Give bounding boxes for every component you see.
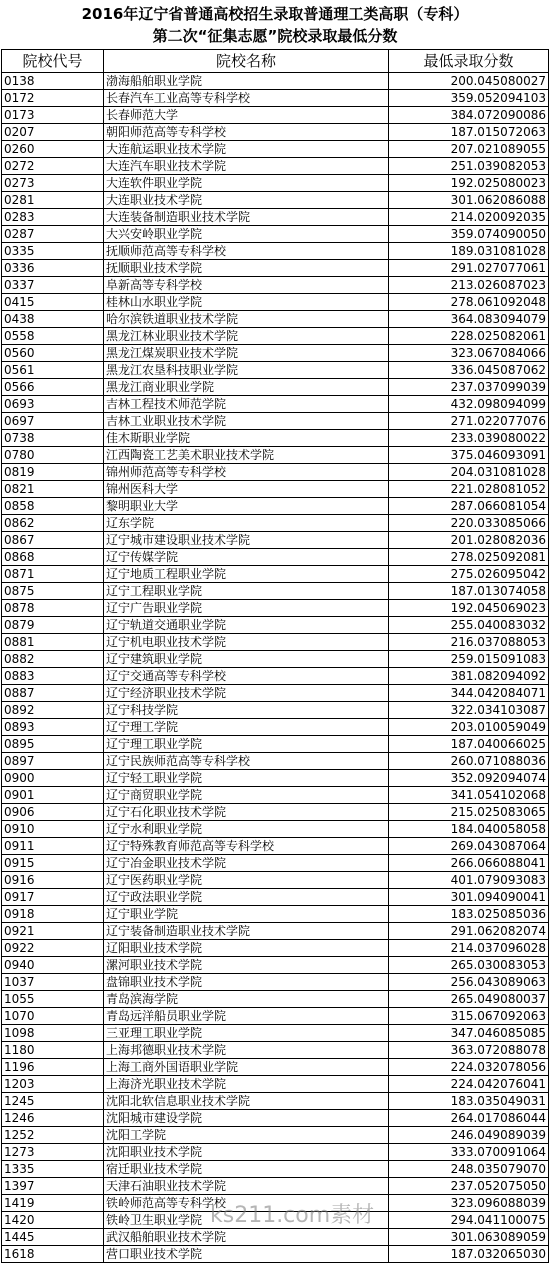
school-name-cell: 吉林工程技术师范学院	[104, 396, 389, 413]
school-code-cell: 0172	[2, 90, 104, 107]
min-score-cell: 323.096088039	[389, 1195, 549, 1212]
min-score-cell: 187.040066025	[389, 736, 549, 753]
min-score-cell: 294.041100075	[389, 1212, 549, 1229]
school-code-cell: 0819	[2, 464, 104, 481]
min-score-cell: 359.052094103	[389, 90, 549, 107]
school-code-cell: 0868	[2, 549, 104, 566]
table-row	[2, 1144, 549, 1161]
min-score-cell: 214.020092035	[389, 209, 549, 226]
table-row	[2, 838, 549, 855]
school-code-cell: 0915	[2, 855, 104, 872]
table-row	[2, 345, 549, 362]
school-name-cell: 辽宁理工职业学院	[104, 736, 389, 753]
min-score-cell: 432.098094099	[389, 396, 549, 413]
school-code-cell: 1037	[2, 974, 104, 991]
school-code-cell: 1445	[2, 1229, 104, 1246]
table-row	[2, 1246, 549, 1263]
school-code-cell: 0558	[2, 328, 104, 345]
table-header-row	[2, 50, 549, 73]
header-school-code: 院校代号	[2, 50, 104, 73]
school-name-cell: 江西陶瓷工艺美术职业技术学院	[104, 447, 389, 464]
school-code-cell: 0173	[2, 107, 104, 124]
min-score-cell: 187.013074058	[389, 583, 549, 600]
school-name-cell: 桂林山水职业学院	[104, 294, 389, 311]
school-name-cell: 辽宁经济职业技术学院	[104, 685, 389, 702]
school-code-cell: 0697	[2, 413, 104, 430]
school-code-cell: 0893	[2, 719, 104, 736]
min-score-cell: 265.049080037	[389, 991, 549, 1008]
school-code-cell: 1180	[2, 1042, 104, 1059]
min-score-cell: 214.037096028	[389, 940, 549, 957]
table-row	[2, 1110, 549, 1127]
min-score-cell: 248.035079070	[389, 1161, 549, 1178]
min-score-cell: 291.027077061	[389, 260, 549, 277]
min-score-cell: 224.032078056	[389, 1059, 549, 1076]
school-name-cell: 黑龙江商业职业学院	[104, 379, 389, 396]
school-code-cell: 0335	[2, 243, 104, 260]
school-code-cell: 0858	[2, 498, 104, 515]
school-name-cell: 宿迁职业技术学院	[104, 1161, 389, 1178]
table-row	[2, 566, 549, 583]
table-row	[2, 1059, 549, 1076]
min-score-cell: 363.072088078	[389, 1042, 549, 1059]
school-code-cell: 0921	[2, 923, 104, 940]
table-row	[2, 1093, 549, 1110]
school-code-cell: 0336	[2, 260, 104, 277]
table-row	[2, 158, 549, 175]
min-score-cell: 237.052075050	[389, 1178, 549, 1195]
min-score-cell: 301.063089059	[389, 1229, 549, 1246]
school-code-cell: 0560	[2, 345, 104, 362]
school-code-cell: 0875	[2, 583, 104, 600]
table-row	[2, 328, 549, 345]
table-row	[2, 294, 549, 311]
school-code-cell: 1419	[2, 1195, 104, 1212]
min-score-cell: 352.092094074	[389, 770, 549, 787]
school-name-cell: 辽宁水利职业学院	[104, 821, 389, 838]
school-code-cell: 0281	[2, 192, 104, 209]
table-row	[2, 277, 549, 294]
min-score-cell: 336.045087062	[389, 362, 549, 379]
table-row	[2, 1042, 549, 1059]
school-name-cell: 上海工商外国语职业学院	[104, 1059, 389, 1076]
table-row	[2, 753, 549, 770]
min-score-cell: 278.061092048	[389, 294, 549, 311]
table-row	[2, 770, 549, 787]
table-row	[2, 617, 549, 634]
table-row	[2, 226, 549, 243]
table-row	[2, 515, 549, 532]
table-row	[2, 498, 549, 515]
min-score-cell: 221.028081052	[389, 481, 549, 498]
table-row	[2, 379, 549, 396]
table-row	[2, 209, 549, 226]
table-row	[2, 940, 549, 957]
school-code-cell: 1070	[2, 1008, 104, 1025]
school-code-cell: 0693	[2, 396, 104, 413]
school-name-cell: 三亚理工职业学院	[104, 1025, 389, 1042]
min-score-cell: 301.062086088	[389, 192, 549, 209]
school-name-cell: 辽东学院	[104, 515, 389, 532]
school-code-cell: 1246	[2, 1110, 104, 1127]
school-name-cell: 黑龙江林业职业技术学院	[104, 328, 389, 345]
school-name-cell: 辽宁职业学院	[104, 906, 389, 923]
table-row	[2, 991, 549, 1008]
school-code-cell: 0878	[2, 600, 104, 617]
school-name-cell: 抚顺职业技术学院	[104, 260, 389, 277]
min-score-cell: 256.043089063	[389, 974, 549, 991]
school-code-cell: 0738	[2, 430, 104, 447]
min-score-cell: 192.025080023	[389, 175, 549, 192]
table-row	[2, 702, 549, 719]
school-name-cell: 辽宁地质工程职业学院	[104, 566, 389, 583]
school-code-cell: 1203	[2, 1076, 104, 1093]
page-title: 2016年辽宁省普通高校招生录取普通理工类高职（专科）	[81, 5, 469, 23]
school-name-cell: 沈阳职业技术学院	[104, 1144, 389, 1161]
school-name-cell: 辽宁轨道交通职业学院	[104, 617, 389, 634]
min-score-cell: 255.040083032	[389, 617, 549, 634]
watermark-text: ks211.com素材	[210, 1203, 375, 1228]
table-row	[2, 634, 549, 651]
school-name-cell: 辽宁政法职业学院	[104, 889, 389, 906]
min-score-cell: 266.066088041	[389, 855, 549, 872]
school-code-cell: 0882	[2, 651, 104, 668]
school-code-cell: 0438	[2, 311, 104, 328]
school-name-cell: 武汉船舶职业技术学院	[104, 1229, 389, 1246]
table-row	[2, 719, 549, 736]
school-name-cell: 辽宁城市建设职业技术学院	[104, 532, 389, 549]
school-name-cell: 上海邦德职业技术学院	[104, 1042, 389, 1059]
table-row	[2, 90, 549, 107]
school-code-cell: 0337	[2, 277, 104, 294]
school-name-cell: 黎明职业大学	[104, 498, 389, 515]
table-row	[2, 906, 549, 923]
school-code-cell: 0138	[2, 73, 104, 90]
min-score-cell: 215.025083065	[389, 804, 549, 821]
min-score-cell: 333.070091064	[389, 1144, 549, 1161]
school-name-cell: 辽宁科技学院	[104, 702, 389, 719]
table-row	[2, 481, 549, 498]
school-name-cell: 天津石油职业技术学院	[104, 1178, 389, 1195]
table-row	[2, 1161, 549, 1178]
table-row	[2, 804, 549, 821]
school-name-cell: 铁岭师范高等专科学校	[104, 1195, 389, 1212]
school-name-cell: 抚顺师范高等专科学校	[104, 243, 389, 260]
school-name-cell: 阜新高等专科学校	[104, 277, 389, 294]
table-row	[2, 124, 549, 141]
school-name-cell: 辽宁交通高等专科学校	[104, 668, 389, 685]
school-code-cell: 0895	[2, 736, 104, 753]
min-score-cell: 269.043087064	[389, 838, 549, 855]
school-name-cell: 辽宁建筑职业学院	[104, 651, 389, 668]
table-row	[2, 583, 549, 600]
school-code-cell: 1335	[2, 1161, 104, 1178]
school-name-cell: 辽宁民族师范高等专科学校	[104, 753, 389, 770]
min-score-cell: 344.042084071	[389, 685, 549, 702]
school-code-cell: 0272	[2, 158, 104, 175]
school-name-cell: 青岛滨海学院	[104, 991, 389, 1008]
school-code-cell: 0821	[2, 481, 104, 498]
min-score-cell: 216.037088053	[389, 634, 549, 651]
min-score-cell: 189.031081028	[389, 243, 549, 260]
table-row	[2, 413, 549, 430]
school-code-cell: 1618	[2, 1246, 104, 1263]
school-code-cell: 0780	[2, 447, 104, 464]
min-score-cell: 260.071088036	[389, 753, 549, 770]
table-row	[2, 855, 549, 872]
school-name-cell: 辽宁传媒学院	[104, 549, 389, 566]
min-score-cell: 192.045069023	[389, 600, 549, 617]
min-score-cell: 204.031081028	[389, 464, 549, 481]
school-code-cell: 0887	[2, 685, 104, 702]
school-code-cell: 0911	[2, 838, 104, 855]
table-row	[2, 787, 549, 804]
school-name-cell: 辽宁冶金职业技术学院	[104, 855, 389, 872]
min-score-cell: 200.045080027	[389, 73, 549, 90]
table-row	[2, 532, 549, 549]
school-code-cell: 0881	[2, 634, 104, 651]
school-name-cell: 辽宁商贸职业学院	[104, 787, 389, 804]
min-score-cell: 301.094090041	[389, 889, 549, 906]
school-code-cell: 0910	[2, 821, 104, 838]
min-score-cell: 183.035049031	[389, 1093, 549, 1110]
min-score-cell: 184.040058058	[389, 821, 549, 838]
school-code-cell: 0917	[2, 889, 104, 906]
table-row	[2, 1195, 549, 1212]
school-code-cell: 0879	[2, 617, 104, 634]
table-row	[2, 1229, 549, 1246]
school-name-cell: 大兴安岭职业学院	[104, 226, 389, 243]
header-school-name: 院校名称	[104, 50, 389, 73]
school-code-cell: 1420	[2, 1212, 104, 1229]
school-name-cell: 辽宁医药职业学院	[104, 872, 389, 889]
school-name-cell: 长春师范大学	[104, 107, 389, 124]
table-row	[2, 430, 549, 447]
school-code-cell: 1098	[2, 1025, 104, 1042]
min-score-cell: 187.015072063	[389, 124, 549, 141]
school-name-cell: 黑龙江农垦科技职业学院	[104, 362, 389, 379]
min-score-cell: 237.037099039	[389, 379, 549, 396]
min-score-cell: 384.072090086	[389, 107, 549, 124]
table-row	[2, 192, 549, 209]
table-row	[2, 923, 549, 940]
min-score-cell: 275.026095042	[389, 566, 549, 583]
school-code-cell: 0283	[2, 209, 104, 226]
school-name-cell: 辽宁理工学院	[104, 719, 389, 736]
min-score-cell: 220.033085066	[389, 515, 549, 532]
school-code-cell: 0561	[2, 362, 104, 379]
table-row	[2, 957, 549, 974]
min-score-cell: 323.067084066	[389, 345, 549, 362]
table-row	[2, 311, 549, 328]
school-code-cell: 0940	[2, 957, 104, 974]
school-name-cell: 黑龙江煤炭职业技术学院	[104, 345, 389, 362]
table-row	[2, 175, 549, 192]
school-name-cell: 佳木斯职业学院	[104, 430, 389, 447]
table-row	[2, 260, 549, 277]
school-code-cell: 0207	[2, 124, 104, 141]
table-row	[2, 600, 549, 617]
min-score-cell: 271.022077076	[389, 413, 549, 430]
table-row	[2, 464, 549, 481]
table-row	[2, 1178, 549, 1195]
table-row	[2, 1212, 549, 1229]
school-code-cell: 0916	[2, 872, 104, 889]
min-score-cell: 264.017086044	[389, 1110, 549, 1127]
school-name-cell: 锦州师范高等专科学校	[104, 464, 389, 481]
school-code-cell: 1252	[2, 1127, 104, 1144]
table-row	[2, 549, 549, 566]
school-name-cell: 辽宁特殊教育师范高等专科学校	[104, 838, 389, 855]
table-row	[2, 1076, 549, 1093]
school-name-cell: 沈阳城市建设学院	[104, 1110, 389, 1127]
min-score-cell: 364.083094079	[389, 311, 549, 328]
table-row	[2, 821, 549, 838]
table-row	[2, 243, 549, 260]
school-name-cell: 辽宁装备制造职业技术学院	[104, 923, 389, 940]
table-row	[2, 889, 549, 906]
min-score-cell: 203.010059049	[389, 719, 549, 736]
school-code-cell: 0892	[2, 702, 104, 719]
school-name-cell: 辽宁机电职业技术学院	[104, 634, 389, 651]
min-score-cell: 359.074090050	[389, 226, 549, 243]
school-code-cell: 0260	[2, 141, 104, 158]
school-code-cell: 1273	[2, 1144, 104, 1161]
school-code-cell: 0862	[2, 515, 104, 532]
school-name-cell: 大连汽车职业技术学院	[104, 158, 389, 175]
school-code-cell: 1055	[2, 991, 104, 1008]
school-code-cell: 0918	[2, 906, 104, 923]
min-score-cell: 246.049089039	[389, 1127, 549, 1144]
table-row	[2, 1008, 549, 1025]
min-score-cell: 375.046093091	[389, 447, 549, 464]
min-score-cell: 287.066081054	[389, 498, 549, 515]
school-name-cell: 锦州医科大学	[104, 481, 389, 498]
school-code-cell: 0287	[2, 226, 104, 243]
admission-score-table	[1, 49, 549, 1263]
school-name-cell: 辽宁广告职业学院	[104, 600, 389, 617]
school-name-cell: 上海济光职业技术学院	[104, 1076, 389, 1093]
school-name-cell: 沈阳工学院	[104, 1127, 389, 1144]
min-score-cell: 228.025082061	[389, 328, 549, 345]
min-score-cell: 207.021089055	[389, 141, 549, 158]
school-code-cell: 0871	[2, 566, 104, 583]
school-code-cell: 0897	[2, 753, 104, 770]
min-score-cell: 183.025085036	[389, 906, 549, 923]
min-score-cell: 259.015091083	[389, 651, 549, 668]
school-code-cell: 0906	[2, 804, 104, 821]
school-name-cell: 大连航运职业技术学院	[104, 141, 389, 158]
school-code-cell: 1397	[2, 1178, 104, 1195]
table-row	[2, 974, 549, 991]
school-code-cell: 0883	[2, 668, 104, 685]
table-row	[2, 396, 549, 413]
school-name-cell: 青岛远洋船员职业学院	[104, 1008, 389, 1025]
min-score-cell: 322.034103087	[389, 702, 549, 719]
min-score-cell: 347.046085085	[389, 1025, 549, 1042]
school-code-cell: 0901	[2, 787, 104, 804]
min-score-cell: 233.039080022	[389, 430, 549, 447]
school-name-cell: 营口职业技术学院	[104, 1246, 389, 1263]
school-code-cell: 1196	[2, 1059, 104, 1076]
school-name-cell: 漯河职业技术学院	[104, 957, 389, 974]
school-name-cell: 辽宁工程职业学院	[104, 583, 389, 600]
min-score-cell: 201.028082036	[389, 532, 549, 549]
min-score-cell: 224.042076041	[389, 1076, 549, 1093]
school-code-cell: 0867	[2, 532, 104, 549]
school-name-cell: 长春汽车工业高等专科学校	[104, 90, 389, 107]
min-score-cell: 278.025092081	[389, 549, 549, 566]
min-score-cell: 381.082094092	[389, 668, 549, 685]
school-name-cell: 大连装备制造职业技术学院	[104, 209, 389, 226]
min-score-cell: 291.062082074	[389, 923, 549, 940]
school-name-cell: 朝阳师范高等专科学校	[104, 124, 389, 141]
table-row	[2, 107, 549, 124]
table-row	[2, 651, 549, 668]
school-name-cell: 大连软件职业学院	[104, 175, 389, 192]
school-code-cell: 0273	[2, 175, 104, 192]
table-row	[2, 668, 549, 685]
min-score-cell: 401.079093083	[389, 872, 549, 889]
min-score-cell: 213.026087023	[389, 277, 549, 294]
table-row	[2, 141, 549, 158]
school-name-cell: 辽宁轻工职业学院	[104, 770, 389, 787]
school-name-cell: 哈尔滨铁道职业技术学院	[104, 311, 389, 328]
table-row	[2, 362, 549, 379]
school-name-cell: 盘锦职业技术学院	[104, 974, 389, 991]
school-code-cell: 1245	[2, 1093, 104, 1110]
min-score-cell: 187.032065030	[389, 1246, 549, 1263]
table-row	[2, 73, 549, 90]
table-row	[2, 736, 549, 753]
school-code-cell: 0900	[2, 770, 104, 787]
min-score-cell: 341.054102068	[389, 787, 549, 804]
table-row	[2, 1025, 549, 1042]
min-score-cell: 251.039082053	[389, 158, 549, 175]
min-score-cell: 265.030083053	[389, 957, 549, 974]
table-row	[2, 872, 549, 889]
school-code-cell: 0922	[2, 940, 104, 957]
page-subtitle: 第二次“征集志愿”院校录取最低分数	[152, 27, 398, 45]
table-row	[2, 685, 549, 702]
table-row	[2, 1127, 549, 1144]
school-name-cell: 大连职业技术学院	[104, 192, 389, 209]
school-name-cell: 渤海船舶职业学院	[104, 73, 389, 90]
school-name-cell: 辽阳职业技术学院	[104, 940, 389, 957]
school-name-cell: 沈阳北软信息职业技术学院	[104, 1093, 389, 1110]
min-score-cell: 315.067092063	[389, 1008, 549, 1025]
school-name-cell: 辽宁石化职业技术学院	[104, 804, 389, 821]
header-min-score: 最低录取分数	[389, 50, 549, 73]
school-code-cell: 0415	[2, 294, 104, 311]
school-name-cell: 吉林工业职业技术学院	[104, 413, 389, 430]
school-code-cell: 0566	[2, 379, 104, 396]
school-name-cell: 铁岭卫生职业学院	[104, 1212, 389, 1229]
table-row	[2, 447, 549, 464]
